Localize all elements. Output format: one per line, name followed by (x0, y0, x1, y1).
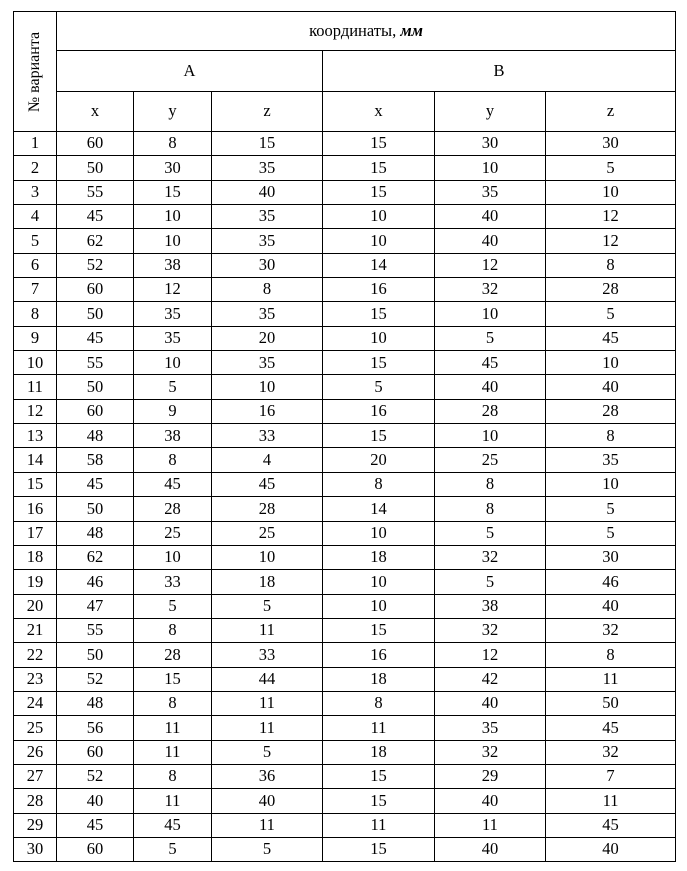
b-x-cell: 10 (323, 594, 435, 618)
a-z-cell: 11 (212, 813, 323, 837)
variant-number-cell: 26 (14, 740, 57, 764)
b-z-cell: 32 (546, 740, 676, 764)
b-x-cell: 15 (323, 302, 435, 326)
b-z-cell: 40 (546, 375, 676, 399)
a-y-cell: 8 (134, 448, 212, 472)
b-y-cell: 10 (435, 302, 546, 326)
b-y-cell: 32 (435, 545, 546, 569)
axis-header: x (57, 92, 134, 132)
variant-number-cell: 7 (14, 278, 57, 302)
a-x-cell: 48 (57, 691, 134, 715)
variant-number-cell: 15 (14, 472, 57, 496)
b-z-cell: 5 (546, 156, 676, 180)
b-y-cell: 29 (435, 764, 546, 788)
b-z-cell: 35 (546, 448, 676, 472)
a-y-cell: 38 (134, 424, 212, 448)
a-z-cell: 45 (212, 472, 323, 496)
b-x-cell: 15 (323, 837, 435, 861)
a-y-cell: 11 (134, 716, 212, 740)
a-z-cell: 35 (212, 229, 323, 253)
a-y-cell: 35 (134, 302, 212, 326)
variant-number-cell: 29 (14, 813, 57, 837)
a-z-cell: 40 (212, 789, 323, 813)
b-y-cell: 30 (435, 132, 546, 156)
a-x-cell: 55 (57, 351, 134, 375)
b-z-cell: 5 (546, 302, 676, 326)
coordinates-title: координаты, (309, 20, 397, 40)
variant-number-cell: 14 (14, 448, 57, 472)
axis-header: y (134, 92, 212, 132)
a-y-cell: 10 (134, 205, 212, 229)
variant-number-cell: 13 (14, 424, 57, 448)
b-x-cell: 16 (323, 278, 435, 302)
a-x-cell: 40 (57, 789, 134, 813)
a-y-cell: 10 (134, 229, 212, 253)
a-x-cell: 60 (57, 132, 134, 156)
b-x-cell: 16 (323, 399, 435, 423)
variant-number-cell: 3 (14, 180, 57, 204)
table-row (14, 253, 676, 277)
a-x-cell: 58 (57, 448, 134, 472)
a-x-cell: 50 (57, 302, 134, 326)
a-z-cell: 35 (212, 302, 323, 326)
a-x-cell: 55 (57, 180, 134, 204)
a-x-cell: 50 (57, 156, 134, 180)
b-z-cell: 40 (546, 837, 676, 861)
b-y-cell: 28 (435, 399, 546, 423)
b-z-cell: 8 (546, 253, 676, 277)
a-z-cell: 30 (212, 253, 323, 277)
a-z-cell: 33 (212, 643, 323, 667)
table-row (14, 229, 676, 253)
b-y-cell: 5 (435, 570, 546, 594)
a-x-cell: 48 (57, 521, 134, 545)
b-z-cell: 46 (546, 570, 676, 594)
b-y-cell: 25 (435, 448, 546, 472)
a-z-cell: 28 (212, 497, 323, 521)
b-x-cell: 18 (323, 740, 435, 764)
b-x-cell: 15 (323, 132, 435, 156)
axis-header: x (323, 92, 435, 132)
b-y-cell: 12 (435, 643, 546, 667)
a-x-cell: 60 (57, 740, 134, 764)
a-y-cell: 9 (134, 399, 212, 423)
b-x-cell: 15 (323, 424, 435, 448)
b-z-cell: 5 (546, 521, 676, 545)
table-row (14, 667, 676, 691)
point-a-header: A (57, 51, 323, 92)
b-z-cell: 30 (546, 545, 676, 569)
variant-number-cell: 19 (14, 570, 57, 594)
b-x-cell: 11 (323, 716, 435, 740)
b-z-cell: 10 (546, 180, 676, 204)
table-row (14, 326, 676, 350)
a-z-cell: 35 (212, 156, 323, 180)
variant-number-header (14, 12, 57, 132)
a-x-cell: 50 (57, 643, 134, 667)
b-y-cell: 5 (435, 326, 546, 350)
b-z-cell: 45 (546, 716, 676, 740)
table-row (14, 789, 676, 813)
a-x-cell: 47 (57, 594, 134, 618)
a-z-cell: 44 (212, 667, 323, 691)
b-y-cell: 8 (435, 472, 546, 496)
a-z-cell: 33 (212, 424, 323, 448)
a-z-cell: 11 (212, 618, 323, 642)
variant-number-cell: 16 (14, 497, 57, 521)
b-z-cell: 11 (546, 667, 676, 691)
a-x-cell: 62 (57, 545, 134, 569)
b-x-cell: 15 (323, 764, 435, 788)
point-b-header: B (323, 51, 676, 92)
variant-number-cell: 24 (14, 691, 57, 715)
a-x-cell: 60 (57, 399, 134, 423)
a-y-cell: 12 (134, 278, 212, 302)
table-row (14, 521, 676, 545)
a-x-cell: 48 (57, 424, 134, 448)
b-z-cell: 40 (546, 594, 676, 618)
a-y-cell: 8 (134, 132, 212, 156)
b-x-cell: 8 (323, 472, 435, 496)
b-y-cell: 45 (435, 351, 546, 375)
a-z-cell: 11 (212, 716, 323, 740)
b-z-cell: 8 (546, 424, 676, 448)
b-x-cell: 20 (323, 448, 435, 472)
b-y-cell: 10 (435, 424, 546, 448)
table-row (14, 156, 676, 180)
a-x-cell: 62 (57, 229, 134, 253)
b-x-cell: 15 (323, 351, 435, 375)
coordinates-header (57, 12, 676, 51)
a-y-cell: 35 (134, 326, 212, 350)
b-x-cell: 15 (323, 618, 435, 642)
a-x-cell: 45 (57, 326, 134, 350)
table-row (14, 399, 676, 423)
b-y-cell: 40 (435, 229, 546, 253)
b-y-cell: 5 (435, 521, 546, 545)
a-z-cell: 36 (212, 764, 323, 788)
variant-number-cell: 17 (14, 521, 57, 545)
table-row (14, 594, 676, 618)
table-row (14, 180, 676, 204)
b-y-cell: 12 (435, 253, 546, 277)
variant-number-cell: 4 (14, 205, 57, 229)
b-x-cell: 10 (323, 205, 435, 229)
a-z-cell: 16 (212, 399, 323, 423)
table-body (14, 132, 676, 862)
table-row (14, 691, 676, 715)
variant-number-cell: 22 (14, 643, 57, 667)
a-y-cell: 5 (134, 837, 212, 861)
a-y-cell: 8 (134, 764, 212, 788)
variant-number-cell: 21 (14, 618, 57, 642)
b-y-cell: 40 (435, 789, 546, 813)
b-y-cell: 8 (435, 497, 546, 521)
b-y-cell: 35 (435, 716, 546, 740)
a-z-cell: 15 (212, 132, 323, 156)
b-x-cell: 10 (323, 326, 435, 350)
b-z-cell: 5 (546, 497, 676, 521)
a-y-cell: 8 (134, 691, 212, 715)
b-y-cell: 42 (435, 667, 546, 691)
b-x-cell: 14 (323, 253, 435, 277)
variant-number-cell: 11 (14, 375, 57, 399)
a-x-cell: 55 (57, 618, 134, 642)
a-x-cell: 45 (57, 205, 134, 229)
a-y-cell: 11 (134, 740, 212, 764)
table-row (14, 424, 676, 448)
a-y-cell: 10 (134, 351, 212, 375)
a-x-cell: 50 (57, 375, 134, 399)
a-y-cell: 28 (134, 643, 212, 667)
variant-number-cell: 27 (14, 764, 57, 788)
table-row (14, 618, 676, 642)
axis-header: z (546, 92, 676, 132)
table-row (14, 740, 676, 764)
a-x-cell: 52 (57, 667, 134, 691)
table-row (14, 351, 676, 375)
variant-number-cell: 28 (14, 789, 57, 813)
variant-number-cell: 9 (14, 326, 57, 350)
b-y-cell: 32 (435, 618, 546, 642)
b-z-cell: 32 (546, 618, 676, 642)
b-x-cell: 10 (323, 521, 435, 545)
b-z-cell: 45 (546, 813, 676, 837)
b-z-cell: 10 (546, 472, 676, 496)
b-z-cell: 28 (546, 278, 676, 302)
variant-number-cell: 2 (14, 156, 57, 180)
b-y-cell: 35 (435, 180, 546, 204)
a-x-cell: 45 (57, 813, 134, 837)
variant-number-cell: 10 (14, 351, 57, 375)
b-x-cell: 10 (323, 229, 435, 253)
table-row (14, 132, 676, 156)
variant-number-cell: 20 (14, 594, 57, 618)
b-z-cell: 12 (546, 229, 676, 253)
b-x-cell: 18 (323, 545, 435, 569)
a-y-cell: 15 (134, 180, 212, 204)
variant-number-label: № варианта (26, 31, 44, 112)
b-y-cell: 32 (435, 740, 546, 764)
a-x-cell: 60 (57, 837, 134, 861)
a-z-cell: 25 (212, 521, 323, 545)
a-z-cell: 10 (212, 545, 323, 569)
a-y-cell: 45 (134, 813, 212, 837)
b-x-cell: 11 (323, 813, 435, 837)
b-z-cell: 12 (546, 205, 676, 229)
a-y-cell: 15 (134, 667, 212, 691)
a-y-cell: 10 (134, 545, 212, 569)
a-x-cell: 52 (57, 253, 134, 277)
b-y-cell: 40 (435, 205, 546, 229)
b-x-cell: 5 (323, 375, 435, 399)
a-z-cell: 20 (212, 326, 323, 350)
coordinates-table (13, 11, 676, 862)
variant-number-cell: 6 (14, 253, 57, 277)
variant-number-cell: 23 (14, 667, 57, 691)
variant-number-cell: 12 (14, 399, 57, 423)
a-y-cell: 5 (134, 594, 212, 618)
b-x-cell: 15 (323, 156, 435, 180)
b-x-cell: 10 (323, 570, 435, 594)
table-row (14, 764, 676, 788)
b-y-cell: 11 (435, 813, 546, 837)
variant-number-cell: 30 (14, 837, 57, 861)
b-z-cell: 50 (546, 691, 676, 715)
a-z-cell: 8 (212, 278, 323, 302)
b-x-cell: 16 (323, 643, 435, 667)
a-x-cell: 45 (57, 472, 134, 496)
table-row (14, 472, 676, 496)
a-y-cell: 45 (134, 472, 212, 496)
table-row (14, 302, 676, 326)
a-z-cell: 35 (212, 351, 323, 375)
a-z-cell: 4 (212, 448, 323, 472)
b-z-cell: 45 (546, 326, 676, 350)
a-z-cell: 5 (212, 740, 323, 764)
table-row (14, 716, 676, 740)
b-z-cell: 10 (546, 351, 676, 375)
a-z-cell: 40 (212, 180, 323, 204)
b-x-cell: 15 (323, 180, 435, 204)
a-z-cell: 5 (212, 594, 323, 618)
variant-number-cell: 18 (14, 545, 57, 569)
variant-number-cell: 1 (14, 132, 57, 156)
table-row (14, 278, 676, 302)
axis-header: y (435, 92, 546, 132)
table-row (14, 545, 676, 569)
a-y-cell: 38 (134, 253, 212, 277)
b-y-cell: 32 (435, 278, 546, 302)
a-z-cell: 10 (212, 375, 323, 399)
b-x-cell: 15 (323, 789, 435, 813)
axis-header: z (212, 92, 323, 132)
a-y-cell: 28 (134, 497, 212, 521)
b-x-cell: 18 (323, 667, 435, 691)
table-row (14, 837, 676, 861)
b-z-cell: 30 (546, 132, 676, 156)
a-x-cell: 46 (57, 570, 134, 594)
b-y-cell: 10 (435, 156, 546, 180)
table-row (14, 497, 676, 521)
a-x-cell: 52 (57, 764, 134, 788)
a-z-cell: 35 (212, 205, 323, 229)
b-y-cell: 40 (435, 375, 546, 399)
b-x-cell: 8 (323, 691, 435, 715)
b-z-cell: 7 (546, 764, 676, 788)
b-z-cell: 11 (546, 789, 676, 813)
a-z-cell: 11 (212, 691, 323, 715)
a-y-cell: 25 (134, 521, 212, 545)
table-row (14, 205, 676, 229)
b-y-cell: 38 (435, 594, 546, 618)
table-row (14, 813, 676, 837)
table-row (14, 570, 676, 594)
b-y-cell: 40 (435, 837, 546, 861)
table-row (14, 375, 676, 399)
variant-number-cell: 5 (14, 229, 57, 253)
a-x-cell: 56 (57, 716, 134, 740)
table-row (14, 448, 676, 472)
b-z-cell: 28 (546, 399, 676, 423)
a-z-cell: 18 (212, 570, 323, 594)
a-y-cell: 33 (134, 570, 212, 594)
a-y-cell: 30 (134, 156, 212, 180)
variant-number-cell: 8 (14, 302, 57, 326)
a-y-cell: 8 (134, 618, 212, 642)
table-row (14, 643, 676, 667)
a-x-cell: 60 (57, 278, 134, 302)
b-y-cell: 40 (435, 691, 546, 715)
a-z-cell: 5 (212, 837, 323, 861)
a-x-cell: 50 (57, 497, 134, 521)
b-x-cell: 14 (323, 497, 435, 521)
b-z-cell: 8 (546, 643, 676, 667)
variant-number-cell: 25 (14, 716, 57, 740)
a-y-cell: 5 (134, 375, 212, 399)
a-y-cell: 11 (134, 789, 212, 813)
coordinates-unit: мм (400, 20, 423, 40)
